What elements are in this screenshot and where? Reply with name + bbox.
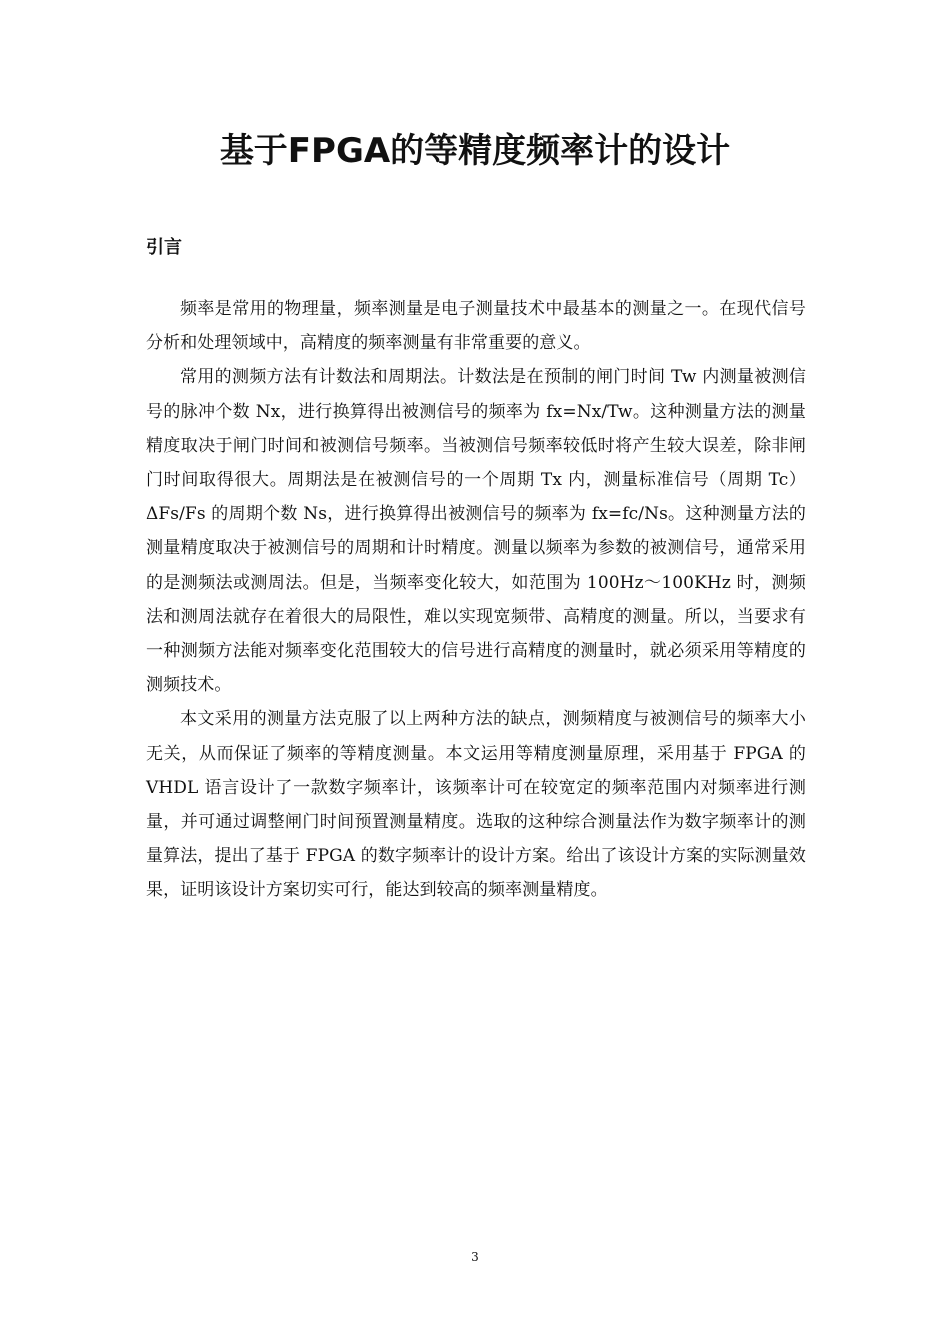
paragraph-2: 常用的测频方法有计数法和周期法。计数法是在预制的闸门时间 Tw 内测量被测信号的脉冲个数 Nx，进行换算得出被测信号的频率为 fx=Nx/Tw。这种测量方法的测量精度取决于闸门时间和被测信号频率。当被测信号频率较低时将产生较大误差，除非闸门时间取得很大。周期法是在被测信号的一个周期 Tx 内，测量标准信号（周期 Tc）ΔFs/Fs 的周期个数 Ns，进行换算得出被测信号的频率为 fx=fc/Ns。这种测量方法的测量精度取决于被测信号的周期和计时精度。测量以频率为参数的被测信号，通常采用的是测频法或测周法。但是，当频率变化较大，如范围为 100Hz～100KHz 时，测频法和测周法就存在着很大的局限性，难以实现宽频带、高精度的测量。所以，当要求有一种测频方法能对频率变化范围较大的信号进行高精度的测量时，就必须采用等精度的测频技术。: [146, 367, 806, 696]
paragraph-3: 本文采用的测量方法克服了以上两种方法的缺点，测频精度与被测信号的频率大小无关，从而保证了频率的等精度测量。本文运用等精度测量原理，采用基于 FPGA 的 VHDL 语言设计了一款数字频率计，该频率计可在较宽定的频率范围内对频率进行测量，并可通过调整闸门时间预置测量精度。选取的这种综合测量法作为数字频率计的测量算法，提出了基于 FPGA 的数字频率计的设计方案。给出了该设计方案的实际测量效果，证明该设计方案切实可行，能达到较高的频率测量精度。: [146, 709, 806, 901]
paragraph-1: 频率是常用的物理量，频率测量是电子测量技术中最基本的测量之一。在现代信号分析和处理领域中，高精度的频率测量有非常重要的意义。: [146, 299, 806, 354]
section-heading-introduction: 引言: [146, 237, 182, 258]
page-number: 3: [471, 1250, 479, 1264]
document-title: 基于FPGA的等精度频率计的设计: [219, 131, 731, 171]
introduction-body: [146, 292, 806, 908]
